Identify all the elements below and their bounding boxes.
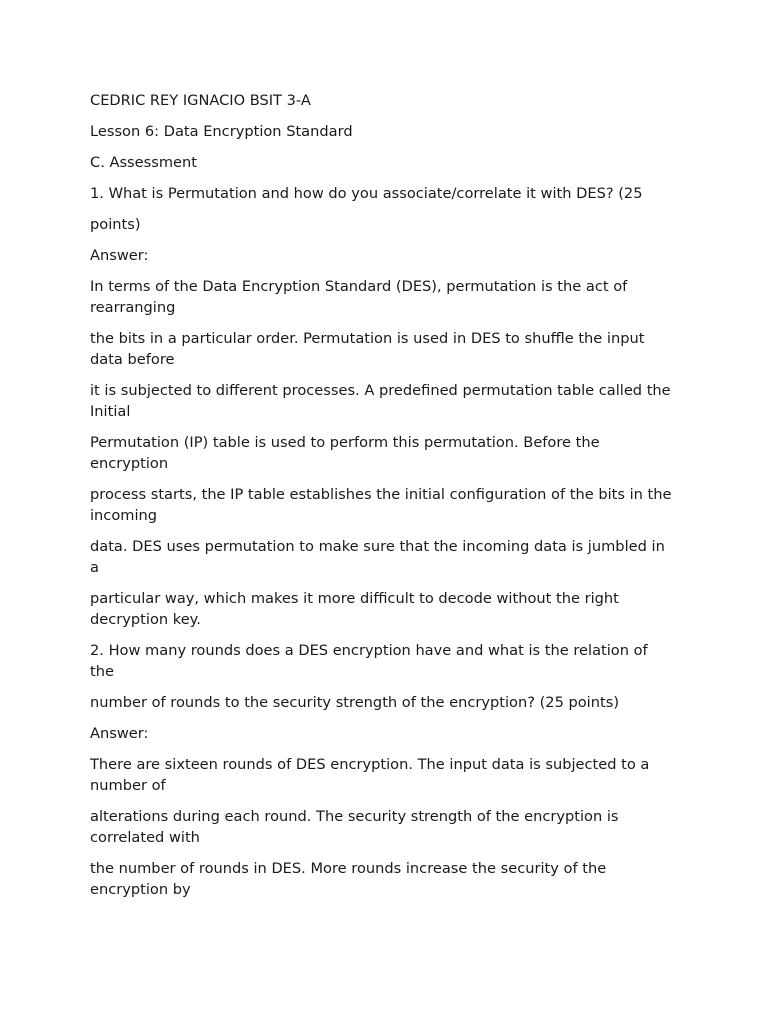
author-line: CEDRIC REY IGNACIO BSIT 3-A	[90, 92, 311, 109]
answer-2-paragraph: alterations during each round. The security strength of the encryption is correlated with	[90, 808, 619, 846]
question-2-text: 2. How many rounds does a DES encryption have and what is the relation of the	[90, 642, 648, 680]
document-body	[90, 90, 675, 910]
section-heading: C. Assessment	[90, 154, 198, 171]
question-1-text: 1. What is Permutation and how do you associate/correlate it with DES? (25	[90, 185, 643, 202]
answer-1-paragraph: particular way, which makes it more difficult to decode without the right decryption key.	[90, 590, 619, 628]
answer-label-2: Answer:	[90, 725, 149, 742]
answer-1-paragraph: it is subjected to different processes. A predefined permutation table called the Initial	[90, 382, 671, 420]
answer-2-paragraph: There are sixteen rounds of DES encryption. The input data is subjected to a number of	[90, 756, 650, 794]
answer-1-paragraph: Permutation (IP) table is used to perform this permutation. Before the encryption	[90, 434, 600, 472]
answer-1-paragraph: data. DES uses permutation to make sure that the incoming data is jumbled in a	[90, 538, 665, 576]
lesson-title: Lesson 6: Data Encryption Standard	[90, 123, 353, 140]
question-2-text: number of rounds to the security strength of the encryption? (25 points)	[90, 694, 620, 711]
answer-label-1: Answer:	[90, 247, 149, 264]
answer-2-paragraph: the number of rounds in DES. More rounds increase the security of the encryption by	[90, 860, 607, 898]
question-1-points: points)	[90, 216, 141, 233]
answer-1-paragraph: the bits in a particular order. Permutation is used in DES to shuffle the input data before	[90, 330, 645, 368]
answer-1-paragraph: process starts, the IP table establishes the initial configuration of the bits in the incoming	[90, 486, 672, 524]
answer-1-paragraph: In terms of the Data Encryption Standard (DES), permutation is the act of rearranging	[90, 278, 628, 316]
